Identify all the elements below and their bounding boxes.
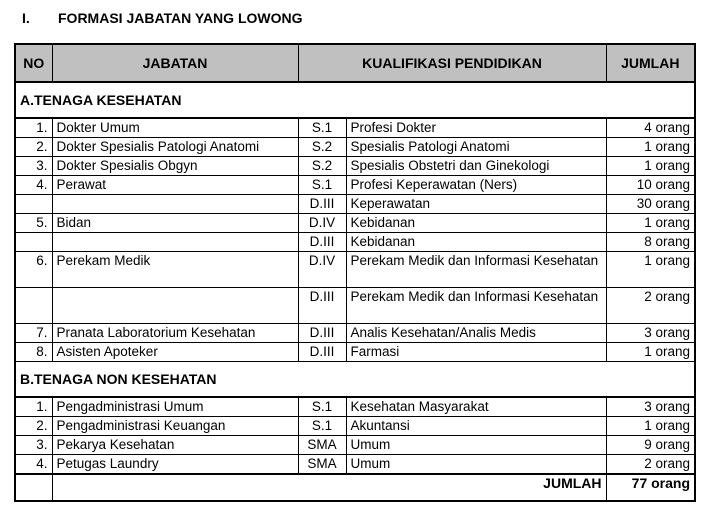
section-heading [22, 10, 303, 26]
cell-level: D.IV [298, 214, 346, 233]
section-row [15, 362, 695, 398]
table-row [15, 176, 695, 195]
table-row [15, 397, 695, 417]
cell-kualifikasi: Kesehatan Masyarakat [346, 397, 606, 417]
cell-no: 5. [15, 214, 52, 233]
cell-jumlah: 3 orang [606, 397, 695, 417]
cell-no: 1. [15, 397, 52, 417]
cell-level: S.1 [298, 176, 346, 195]
total-value: 77 orang [606, 474, 695, 501]
header-jabatan: JABATAN [52, 44, 298, 82]
cell-no: 1. [15, 118, 52, 138]
cell-jabatan [52, 288, 298, 324]
cell-jabatan: Dokter Spesialis Obgyn [52, 157, 298, 176]
section-title: B.TENAGA NON KESEHATAN [15, 362, 695, 398]
cell-no: 7. [15, 324, 52, 343]
cell-level: D.III [298, 343, 346, 362]
cell-kualifikasi: Kebidanan [346, 214, 606, 233]
heading-number: I. [22, 10, 30, 26]
cell-jabatan: Dokter Umum [52, 118, 298, 138]
total-empty-cell [15, 474, 52, 501]
table-row [15, 157, 695, 176]
table-row [15, 455, 695, 475]
cell-jumlah: 8 orang [606, 233, 695, 252]
section-row [15, 82, 695, 118]
cell-jumlah: 9 orang [606, 436, 695, 455]
cell-jabatan: Pranata Laboratorium Kesehatan [52, 324, 298, 343]
cell-jumlah: 2 orang [606, 455, 695, 475]
table-row [15, 195, 695, 214]
cell-kualifikasi: Profesi Dokter [346, 118, 606, 138]
cell-level: D.III [298, 324, 346, 343]
table-row [15, 118, 695, 138]
table-row [15, 233, 695, 252]
cell-jabatan: Petugas Laundry [52, 455, 298, 475]
cell-jumlah: 1 orang [606, 214, 695, 233]
cell-level: D.III [298, 288, 346, 324]
cell-level: S.2 [298, 138, 346, 157]
cell-jabatan: Dokter Spesialis Patologi Anatomi [52, 138, 298, 157]
cell-no [15, 288, 52, 324]
cell-jumlah: 2 orang [606, 288, 695, 324]
cell-jumlah: 1 orang [606, 138, 695, 157]
header-row [15, 44, 695, 82]
cell-jumlah: 3 orang [606, 324, 695, 343]
cell-no: 6. [15, 252, 52, 288]
table-row [15, 343, 695, 362]
cell-jabatan: Asisten Apoteker [52, 343, 298, 362]
table-row [15, 288, 695, 324]
cell-kualifikasi: Perekam Medik dan Informasi Kesehatan [346, 288, 606, 324]
header-kualifikasi: KUALIFIKASI PENDIDIKAN [298, 44, 606, 82]
total-label: JUMLAH [52, 474, 606, 501]
cell-jabatan: Pengadministrasi Keuangan [52, 417, 298, 436]
cell-no: 3. [15, 436, 52, 455]
cell-jumlah: 4 orang [606, 118, 695, 138]
cell-kualifikasi: Umum [346, 455, 606, 475]
cell-level: S.1 [298, 417, 346, 436]
cell-level: D.III [298, 233, 346, 252]
cell-jumlah: 1 orang [606, 252, 695, 288]
cell-no: 2. [15, 138, 52, 157]
heading-text: FORMASI JABATAN YANG LOWONG [58, 10, 303, 26]
table-row [15, 417, 695, 436]
cell-no: 2. [15, 417, 52, 436]
cell-level: SMA [298, 455, 346, 475]
cell-no: 4. [15, 176, 52, 195]
cell-jabatan [52, 233, 298, 252]
cell-kualifikasi: Keperawatan [346, 195, 606, 214]
cell-level: D.IV [298, 252, 346, 288]
cell-kualifikasi: Akuntansi [346, 417, 606, 436]
header-no: NO [15, 44, 52, 82]
cell-jumlah: 30 orang [606, 195, 695, 214]
cell-kualifikasi: Umum [346, 436, 606, 455]
cell-level: S.2 [298, 157, 346, 176]
cell-kualifikasi: Kebidanan [346, 233, 606, 252]
vacancy-table [14, 43, 696, 502]
cell-jabatan: Bidan [52, 214, 298, 233]
cell-kualifikasi: Spesialis Patologi Anatomi [346, 138, 606, 157]
header-jumlah: JUMLAH [606, 44, 695, 82]
cell-kualifikasi: Spesialis Obstetri dan Ginekologi [346, 157, 606, 176]
cell-no [15, 233, 52, 252]
cell-jabatan: Pekarya Kesehatan [52, 436, 298, 455]
cell-kualifikasi: Analis Kesehatan/Analis Medis [346, 324, 606, 343]
table-row [15, 252, 695, 288]
cell-no: 3. [15, 157, 52, 176]
cell-jumlah: 10 orang [606, 176, 695, 195]
cell-level: S.1 [298, 397, 346, 417]
table-row [15, 214, 695, 233]
section-title: A.TENAGA KESEHATAN [15, 82, 695, 118]
cell-kualifikasi: Profesi Keperawatan (Ners) [346, 176, 606, 195]
cell-jabatan: Pengadministrasi Umum [52, 397, 298, 417]
table-row [15, 436, 695, 455]
cell-level: S.1 [298, 118, 346, 138]
cell-level: D.III [298, 195, 346, 214]
cell-jumlah: 1 orang [606, 417, 695, 436]
total-row [15, 474, 695, 501]
table-row [15, 324, 695, 343]
cell-jabatan: Perawat [52, 176, 298, 195]
cell-jumlah: 1 orang [606, 157, 695, 176]
cell-kualifikasi: Farmasi [346, 343, 606, 362]
cell-no [15, 195, 52, 214]
cell-no: 8. [15, 343, 52, 362]
cell-level: SMA [298, 436, 346, 455]
cell-jabatan [52, 195, 298, 214]
cell-kualifikasi: Perekam Medik dan Informasi Kesehatan [346, 252, 606, 288]
cell-no: 4. [15, 455, 52, 475]
table-row [15, 138, 695, 157]
cell-jumlah: 1 orang [606, 343, 695, 362]
cell-jabatan: Perekam Medik [52, 252, 298, 288]
